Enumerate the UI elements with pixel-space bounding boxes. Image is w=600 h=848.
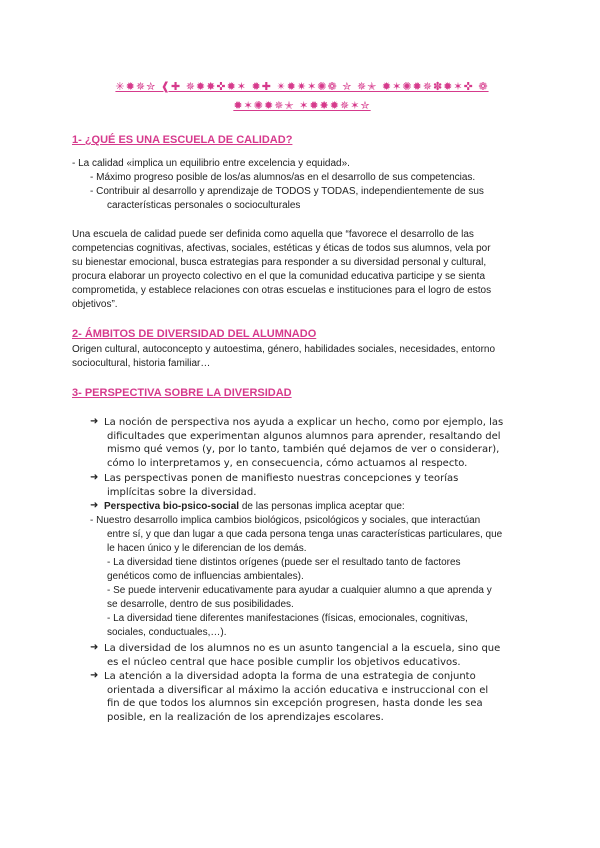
item2-line: Las perspectivas ponen de manifiesto nuestras concepciones y teorías [104, 473, 459, 484]
item1-line: La noción de perspectiva nos ayuda a explicar un hecho, como por ejemplo, las [104, 417, 504, 428]
section1-paragraph-line: procura elaborar un proyecto colectivo en el que la comunidad educativa participe y se sienta [72, 271, 486, 282]
title-text-2: ✹✶✺✹✵✭ ✶✹✸✹✵✶✮ [233, 99, 371, 112]
item1-line: dificultades que experimentan algunos alumnos para aprender, resaltando del [107, 430, 501, 442]
item4-line: es el núcleo central que hace posible cumplir los objetivos educativos. [107, 656, 461, 668]
arrow-icon: ➜ [90, 642, 99, 653]
section1-bullet-2a: - Contribuir al desarrollo y aprendizaje de TODOS y TODAS, independientemente de sus [90, 186, 484, 197]
section1-bullet-2b: características personales o socioculturales [107, 200, 301, 211]
item5-line: posible, en la realización de los aprendizajes escolares. [107, 711, 384, 723]
item1-line: cómo lo interpretamos y, en consecuencia, cómo actuamos al respecto. [107, 457, 468, 469]
item5-line: fin de que todos los alumnos sin excepción progresen, hasta donde les sea [107, 698, 483, 709]
arrow-icon: ➜ [90, 500, 99, 511]
section2-heading: 2- ÁMBITOS DE DIVERSIDAD DEL ALUMNADO [72, 328, 317, 340]
item2-line: implícitas sobre la diversidad. [107, 486, 257, 498]
document-title-line1 [72, 80, 532, 93]
arrow-icon: ➜ [90, 472, 99, 483]
arrow-icon: ➜ [90, 416, 99, 427]
item3-sub-line: - Se puede intervenir educativamente para ayudar a cualquier alumno a que aprenda y [107, 585, 492, 596]
item5-line: orientada a diversificar al máximo la acción educativa e instruccional con el [107, 684, 489, 696]
title-text-1: ✳✹✵✮ ❰✚ ✵✹✸✜✹✶ ✹✚ ✴✹✷✶✺❁ ✮ ✵✭ ✹✶✺✹✵✽✹✶✜ ❁ [115, 80, 489, 93]
section1-paragraph-line: comprometida, y establece relaciones con otras escuelas e instituciones para el logro de estos [72, 285, 492, 296]
item3-sub-line: genéticos como de influencias ambientales). [107, 571, 304, 582]
section1-bullet-1: - Máximo progreso posible de los/as alumnos/as en el desarrollo de sus competencias. [90, 172, 476, 183]
document-title-line2 [72, 99, 532, 112]
section3-heading: 3- PERSPECTIVA SOBRE LA DIVERSIDAD [72, 387, 292, 399]
arrow-icon: ➜ [90, 670, 99, 681]
item3-bold: Perspectiva bio-psico-social [104, 501, 240, 512]
section1-paragraph-line: Una escuela de calidad puede ser definida como aquella que “favorece el desarrollo de las [72, 229, 474, 240]
item3-sub-line: entre sí, y que dan lugar a que cada persona tenga unas características particulares, que [107, 529, 503, 540]
item3-sub-line: - La diversidad tiene diferentes manifestaciones (físicas, emocionales, cognitivas, [107, 613, 468, 624]
item3-sub-line: se desarrolle, dentro de sus posibilidades. [107, 599, 294, 610]
item1-line: mismo qué vemos (y, por lo tanto, también qué dejamos de ver o considerar), [107, 444, 500, 455]
item5-line: La atención a la diversidad adopta la forma de una estrategia de conjunto [104, 671, 476, 682]
item3-sub-line: - Nuestro desarrollo implica cambios biológicos, psicológicos y sociales, que interactúan [90, 515, 481, 526]
section1-paragraph-line: su bienestar emocional, busca estrategias para responder a su diversidad personal y cultural, [72, 257, 487, 268]
section1-paragraph-line: competencias cognitivas, afectivas, sociales, estéticas y éticas de todos sus alumnos, vela por [72, 243, 491, 254]
item3-line [104, 500, 405, 514]
section1-heading: 1- ¿QUÉ ES UNA ESCUELA DE CALIDAD? [72, 134, 293, 146]
section1-paragraph-line: objetivos”. [72, 299, 118, 310]
section2-line: sociocultural, historia familiar… [72, 358, 211, 369]
section2-line: Origen cultural, autoconcepto y autoestima, género, habilidades sociales, necesidades, entorno [72, 344, 496, 355]
item4-line: La diversidad de los alumnos no es un asunto tangencial a la escuela, sino que [104, 643, 501, 654]
item3-sub-line: le hacen único y le diferencian de los demás. [107, 543, 307, 554]
item3-rest: de las personas implica aceptar que: [239, 501, 405, 512]
section1-intro: - La calidad «implica un equilibrio entre excelencia y equidad». [72, 158, 350, 169]
item3-sub-line: sociales, conductuales,…). [107, 627, 227, 638]
item3-sub-line: - La diversidad tiene distintos orígenes (puede ser el resultado tanto de factores [107, 557, 461, 568]
